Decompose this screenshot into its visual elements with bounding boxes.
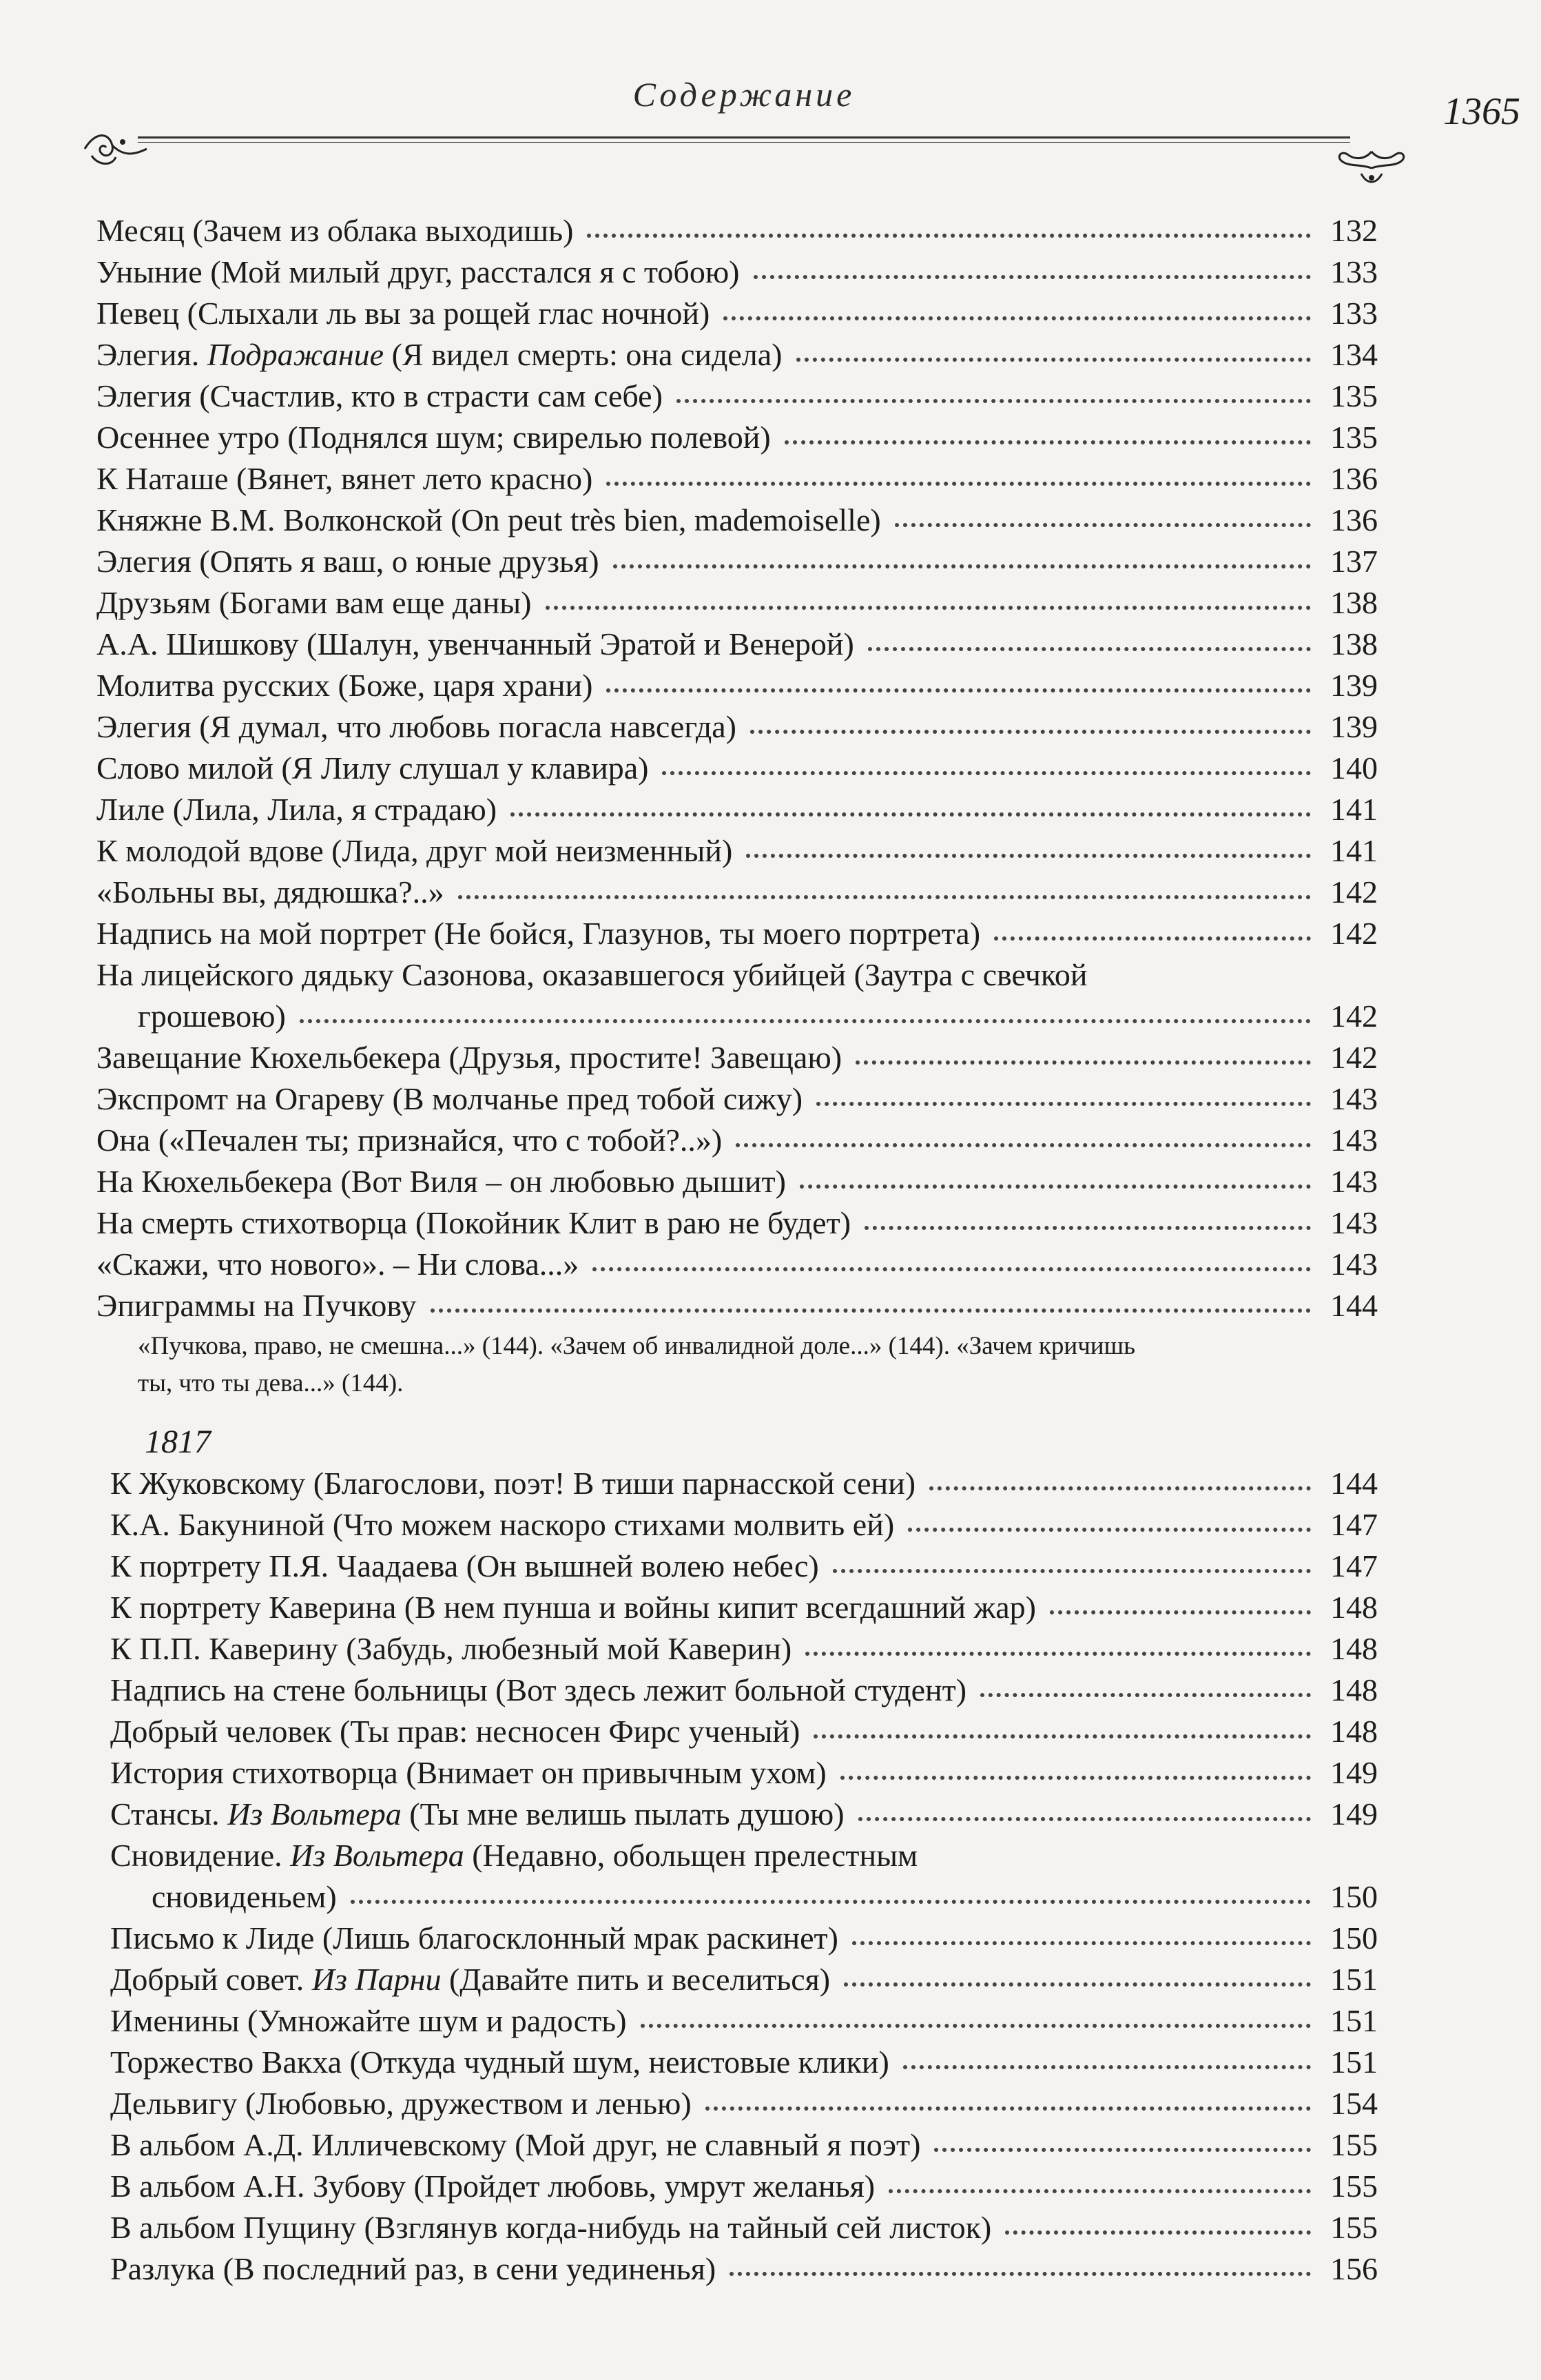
toc-entry-title (96, 626, 865, 661)
toc-entry (96, 376, 1378, 417)
toc-entry-title (110, 2127, 931, 2162)
toc-entry-page: 143 (1321, 1078, 1378, 1120)
toc-entry-title (96, 378, 674, 413)
toc-entry-page: 155 (1321, 2124, 1378, 2166)
toc-entry-title-text: Эпиграммы на Пучкову (96, 1288, 417, 1323)
toc-entry-title-text: Элегия (Я думал, что любовь погасла навсегда) (96, 709, 736, 744)
toc-entry-title (96, 1081, 814, 1116)
toc-entry-title (96, 1288, 428, 1323)
dot-leader (641, 2024, 1311, 2028)
toc-entry-title (96, 254, 751, 289)
toc-entry-title-text: сновиденьем) (152, 1879, 337, 1914)
toc-entry-title-text: Добрый совет. (110, 1962, 312, 1997)
toc-entry-title (96, 461, 603, 496)
dot-leader (868, 647, 1311, 651)
toc-entry (96, 789, 1378, 830)
toc-entry-title-text: На Кюхельбекера (Вот Виля – он любовью дышит) (96, 1164, 786, 1199)
toc-entry-title-text: На смерть стихотворца (Покойник Клит в раю не будет) (96, 1205, 851, 1240)
toc-entry (138, 996, 1378, 1037)
dot-leader (796, 358, 1312, 362)
toc-entry (110, 1835, 1378, 1876)
dot-leader (592, 1267, 1311, 1271)
toc-entry-page: 133 (1321, 252, 1378, 293)
toc-entry-title-text: Слово милой (Я Лилу слушал у клавира) (96, 750, 649, 786)
toc-entry (110, 1670, 1378, 1711)
toc-entry-title (138, 998, 297, 1034)
year-heading: 1817 (145, 1424, 211, 1460)
toc-entry-title (96, 585, 543, 620)
toc-entry-page: 154 (1321, 2083, 1378, 2124)
toc-entry-title-text: В альбом А.Н. Зубову (Пройдет любовь, умрут желанья) (110, 2168, 876, 2204)
dot-leader (895, 523, 1311, 527)
dot-leader (754, 275, 1312, 279)
toc-entry (96, 1161, 1378, 1202)
toc-entry (110, 1794, 1378, 1835)
toc-entry-title (110, 2251, 727, 2286)
dot-leader (816, 1102, 1311, 1106)
dot-leader (730, 2272, 1311, 2276)
toc-entry-title-text: Именины (Умножайте шум и радость) (110, 2003, 627, 2038)
toc-entry (96, 334, 1378, 376)
toc-entry-page: 137 (1321, 541, 1378, 582)
toc-entry-page: 143 (1321, 1202, 1378, 1244)
toc-entry-title (110, 1796, 856, 1832)
toc-entry-italic-text: Из Вольтера (290, 1838, 464, 1873)
toc-entry-title (110, 2003, 638, 2038)
toc-entry-title (96, 502, 892, 537)
toc-entry-page: 155 (1321, 2166, 1378, 2207)
toc-entry-title (96, 337, 794, 372)
dot-leader (840, 1776, 1311, 1780)
toc-entry-page: 147 (1321, 1504, 1378, 1546)
toc-entry-title (110, 2086, 703, 2121)
toc-entry (96, 210, 1378, 252)
toc-entry-title-text: На лицейского дядьку Сазонова, оказавшегося убийцей (Заутра с свечкой (96, 957, 1088, 992)
toc-entry (96, 665, 1378, 706)
dot-leader (458, 895, 1311, 899)
toc-entry-title (110, 2168, 886, 2204)
toc-entry-title (96, 296, 721, 331)
toc-entry (96, 748, 1378, 789)
toc-entry (152, 1876, 1378, 1918)
dot-leader (929, 1486, 1311, 1490)
dot-leader (351, 1900, 1311, 1904)
toc-entry-page: 142 (1321, 1037, 1378, 1078)
dot-leader (994, 936, 1311, 941)
toc-entry (96, 293, 1378, 334)
dot-leader (908, 1528, 1311, 1532)
toc-entry (96, 458, 1378, 500)
toc-entry (96, 1285, 1378, 1326)
toc-entry-title (110, 1838, 929, 1873)
toc-entry (96, 913, 1378, 954)
toc-entry (110, 1587, 1378, 1628)
toc-entry-title-text: Стансы. (110, 1796, 228, 1832)
toc-entry (96, 1244, 1378, 1285)
toc-entry-title-text: К Наташе (Вянет, вянет лето красно) (96, 461, 593, 496)
toc-entry-title (110, 2044, 900, 2080)
toc-entry (110, 2248, 1378, 2290)
toc-entry-title-text: Письмо к Лиде (Лишь благосклонный мрак раскинет) (110, 1920, 838, 1956)
dot-leader (856, 1060, 1311, 1065)
toc-entry (96, 624, 1378, 665)
toc-entry (96, 582, 1378, 624)
toc-entry (110, 2042, 1378, 2083)
toc-entry-title-text: В альбом Пущину (Взглянув когда-нибудь на тайный сей листок) (110, 2210, 992, 2245)
toc-entry-page: 139 (1321, 706, 1378, 748)
toc-entry-title (110, 1672, 978, 1707)
dot-leader (613, 564, 1311, 568)
dot-leader (805, 1652, 1311, 1656)
toc-entry-page: 155 (1321, 2207, 1378, 2248)
toc-entry-page: 148 (1321, 1670, 1378, 1711)
toc-entry-page: 138 (1321, 624, 1378, 665)
page-number: 1365 (1443, 90, 1520, 133)
toc-entry-title (96, 916, 991, 951)
toc-entry-title-text: Экспромт на Огареву (В молчанье пред тобой сижу) (96, 1081, 803, 1116)
toc-entry-page: 150 (1321, 1918, 1378, 1959)
toc-entry (96, 706, 1378, 748)
toc-entry-title (96, 420, 782, 455)
epigram-subentries-note: «Пучкова, право, не смешна...» (144). «Зачем об инвалидной доле...» (144). «Зачем кричишь (138, 1332, 1135, 1360)
toc-entry-title (96, 750, 659, 786)
toc-entry-title-rest: (Ты мне велишь пылать душою) (401, 1796, 845, 1832)
toc-entry-title (96, 792, 508, 827)
dot-leader (800, 1184, 1311, 1189)
toc-entry (96, 1202, 1378, 1244)
toc-entry-title-text: Лиле (Лила, Лила, я страдаю) (96, 792, 497, 827)
toc-entry-title (110, 1548, 830, 1583)
toc-entry-title (152, 1879, 348, 1914)
dot-leader (662, 771, 1311, 775)
toc-entry-title-text: Друзьям (Богами вам еще даны) (96, 585, 532, 620)
dot-leader (1005, 2230, 1311, 2235)
toc-entry-title (96, 544, 610, 579)
toc-entry-page: 142 (1321, 913, 1378, 954)
toc-entry-italic-text: Подражание (207, 337, 384, 372)
toc-entry-title (96, 874, 455, 910)
toc-entry-title (110, 1714, 811, 1749)
toc-entry-page: 132 (1321, 210, 1378, 252)
toc-entry (96, 872, 1378, 913)
toc-entry-title (96, 1164, 797, 1199)
toc-entry-title (96, 1122, 733, 1158)
toc-entry-title (96, 709, 747, 744)
toc-entry (96, 500, 1378, 541)
toc-entry (110, 2166, 1378, 2207)
dot-leader (300, 1019, 1311, 1023)
toc-entry-italic-text: Из Парни (311, 1962, 442, 1997)
toc-entry-title-text: Торжество Вакха (Откуда чудный шум, неистовые клики) (110, 2044, 889, 2080)
dot-leader (510, 812, 1311, 817)
toc-entry-page: 142 (1321, 872, 1378, 913)
toc-entry-italic-text: Из Вольтера (227, 1796, 402, 1832)
toc-entry-title-text: Княжне В.М. Волконской (On peut très bien, mademoiselle) (96, 502, 881, 537)
dot-leader (750, 730, 1311, 734)
toc-entry-title (110, 1631, 803, 1666)
toc-entry-title (96, 668, 603, 703)
toc-entry (110, 2000, 1378, 2042)
dot-leader (746, 854, 1311, 858)
dot-leader (785, 440, 1311, 444)
toc-entry (110, 2083, 1378, 2124)
toc-entry-page: 133 (1321, 293, 1378, 334)
toc-entry-title-text: Элегия (Счастлив, кто в страсти сам себе) (96, 378, 663, 413)
toc-entry-title (110, 2210, 1002, 2245)
toc-entry-page: 139 (1321, 665, 1378, 706)
toc-entry-title-text: История стихотворца (Внимает он привычным ухом) (110, 1755, 827, 1790)
toc-entry-page: 142 (1321, 996, 1378, 1037)
dot-leader (676, 399, 1311, 403)
toc-entry-title-text: А.А. Шишкову (Шалун, увенчанный Эратой и Венерой) (96, 626, 854, 661)
toc-entry-title (110, 1920, 849, 1956)
toc-entry-title (96, 213, 584, 248)
toc-entry-page: 150 (1321, 1876, 1378, 1918)
toc-entry-title-text: Элегия (Опять я ваш, о юные друзья) (96, 544, 599, 579)
toc-entry (96, 252, 1378, 293)
toc-entry-title (110, 1590, 1047, 1625)
toc-entry-title-text: Осеннее утро (Поднялся шум; свирелью полевой) (96, 420, 771, 455)
toc-entry-title-text: Надпись на мой портрет (Не бойся, Глазунов, ты моего портрета) (96, 916, 981, 951)
toc-entry-page: 148 (1321, 1628, 1378, 1670)
toc-entry-title (96, 957, 1099, 992)
toc-entry-page: 140 (1321, 748, 1378, 789)
toc-entry-title-text: грошевою) (138, 998, 286, 1034)
toc-entry-title-text: Певец (Слыхали ль вы за рощей глас ночной) (96, 296, 710, 331)
toc-entry (96, 541, 1378, 582)
toc-entry-title (110, 1466, 927, 1501)
toc-entry-page: 135 (1321, 417, 1378, 458)
dot-leader (587, 234, 1311, 238)
dot-leader (1050, 1610, 1311, 1614)
toc-entry-page: 149 (1321, 1752, 1378, 1794)
running-head-title: Содержание (632, 75, 856, 114)
dot-leader (844, 1982, 1311, 1987)
dot-leader (606, 482, 1311, 486)
toc-entry-page: 141 (1321, 789, 1378, 830)
ornament-left-icon (81, 128, 150, 170)
toc-entry-page: 143 (1321, 1161, 1378, 1202)
toc-entry-page: 138 (1321, 582, 1378, 624)
toc-entry-title-text: К молодой вдове (Лида, друг мой неизменный) (96, 833, 733, 868)
toc-entry-title-text: К портрету П.Я. Чаадаева (Он вышней волею небес) (110, 1548, 819, 1583)
toc-entry (96, 830, 1378, 872)
toc-entry (96, 1037, 1378, 1078)
toc-entry-title-text: Разлука (В последний раз, в сени уединенья) (110, 2251, 716, 2286)
toc-entry-title (96, 833, 743, 868)
toc-entry-title-text: Завещание Кюхельбекера (Друзья, простите! Завещаю) (96, 1040, 842, 1075)
epigram-subentries-note: ты, что ты дева...» (144). (138, 1369, 404, 1397)
toc-entry-page: 143 (1321, 1120, 1378, 1161)
toc-entry-page: 148 (1321, 1711, 1378, 1752)
dot-leader (705, 2106, 1311, 2111)
toc-entry-title-text: «Скажи, что нового». – Ни слова...» (96, 1247, 579, 1282)
toc-entry-page: 144 (1321, 1463, 1378, 1504)
toc-entry (110, 2207, 1378, 2248)
dot-leader (546, 606, 1312, 610)
toc-entry-title (110, 1755, 838, 1790)
toc-entry-title-text: Дельвигу (Любовью, дружеством и ленью) (110, 2086, 692, 2121)
dot-leader (723, 316, 1311, 320)
toc-entry-page: 136 (1321, 500, 1378, 541)
toc-entry-title-text: В альбом А.Д. Илличевскому (Мой друг, не славный я поэт) (110, 2127, 921, 2162)
toc-entry-page: 149 (1321, 1794, 1378, 1835)
header-rule (138, 136, 1350, 143)
toc-entry-title (110, 1507, 905, 1542)
toc-entry-title (110, 1962, 841, 1997)
toc-entry-title-text: Сновидение. (110, 1838, 291, 1873)
toc-entry-title-text: К.А. Бакуниной (Что можем наскоро стихами молвить ей) (110, 1507, 895, 1542)
toc-entry-page: 134 (1321, 334, 1378, 376)
toc-entry-title-text: Добрый человек (Ты прав: несносен Фирс ученый) (110, 1714, 800, 1749)
toc-entry (96, 1120, 1378, 1161)
dot-leader (814, 1734, 1311, 1738)
toc-entry (110, 1711, 1378, 1752)
toc-entry-title-text: Уныние (Мой милый друг, расстался я с тобою) (96, 254, 740, 289)
toc-entry-title (96, 1040, 853, 1075)
dot-leader (865, 1226, 1311, 1230)
dot-leader (889, 2189, 1311, 2193)
toc-entry (96, 1078, 1378, 1120)
toc-entry (110, 1546, 1378, 1587)
dot-leader (852, 1941, 1311, 1945)
toc-entry-title-text: Элегия. (96, 337, 207, 372)
toc-entry-page: 143 (1321, 1244, 1378, 1285)
toc-entry-page: 141 (1321, 830, 1378, 872)
toc-entry (96, 954, 1378, 996)
toc-entry (110, 1959, 1378, 2000)
toc-entry-title (96, 1205, 862, 1240)
toc-entry-title-text: «Больны вы, дядюшка?..» (96, 874, 444, 910)
toc-entry-title-rest: (Давайте пить и веселиться) (441, 1962, 831, 1997)
toc-entry-page: 144 (1321, 1285, 1378, 1326)
toc-entry-title-rest: (Недавно, обольщен прелестным (464, 1838, 918, 1873)
toc-entry-page: 151 (1321, 2042, 1378, 2083)
dot-leader (833, 1569, 1311, 1573)
dot-leader (606, 688, 1311, 693)
toc-entry-page: 148 (1321, 1587, 1378, 1628)
toc-entry (110, 2124, 1378, 2166)
toc-entry-title (96, 1247, 590, 1282)
toc-entry (110, 1463, 1378, 1504)
ornament-right-icon (1334, 146, 1409, 190)
toc-entry-page: 151 (1321, 1959, 1378, 2000)
toc-entry-page: 151 (1321, 2000, 1378, 2042)
toc-entry-title-text: Молитва русских (Боже, царя храни) (96, 668, 593, 703)
toc-entry (96, 417, 1378, 458)
toc-entry-title-rest: (Я видел смерть: она сидела) (384, 337, 783, 372)
toc-entry (110, 1752, 1378, 1794)
dot-leader (431, 1309, 1311, 1313)
toc-entry-page: 156 (1321, 2248, 1378, 2290)
toc-entry-page: 136 (1321, 458, 1378, 500)
dot-leader (980, 1693, 1311, 1697)
toc-entry (110, 1918, 1378, 1959)
toc-entry (110, 1628, 1378, 1670)
dot-leader (903, 2065, 1311, 2069)
dot-leader (934, 2148, 1311, 2152)
toc-entry-title-text: Она («Печален ты; признайся, что с тобой?..») (96, 1122, 723, 1158)
toc-entry-title-text: К Жуковскому (Благослови, поэт! В тиши парнасской сени) (110, 1466, 916, 1501)
toc-entry-page: 135 (1321, 376, 1378, 417)
toc-entry-page: 147 (1321, 1546, 1378, 1587)
toc-entry-title-text: К П.П. Каверину (Забудь, любезный мой Каверин) (110, 1631, 792, 1666)
toc-entry-title-text: Месяц (Зачем из облака выходишь) (96, 213, 574, 248)
dot-leader (858, 1817, 1311, 1821)
toc-entry (110, 1504, 1378, 1546)
toc-entry-title-text: К портрету Каверина (В нем пунша и войны кипит всегдашний жар) (110, 1590, 1036, 1625)
dot-leader (736, 1143, 1311, 1147)
toc-entry-title-text: Надпись на стене больницы (Вот здесь лежит больной студент) (110, 1672, 967, 1707)
